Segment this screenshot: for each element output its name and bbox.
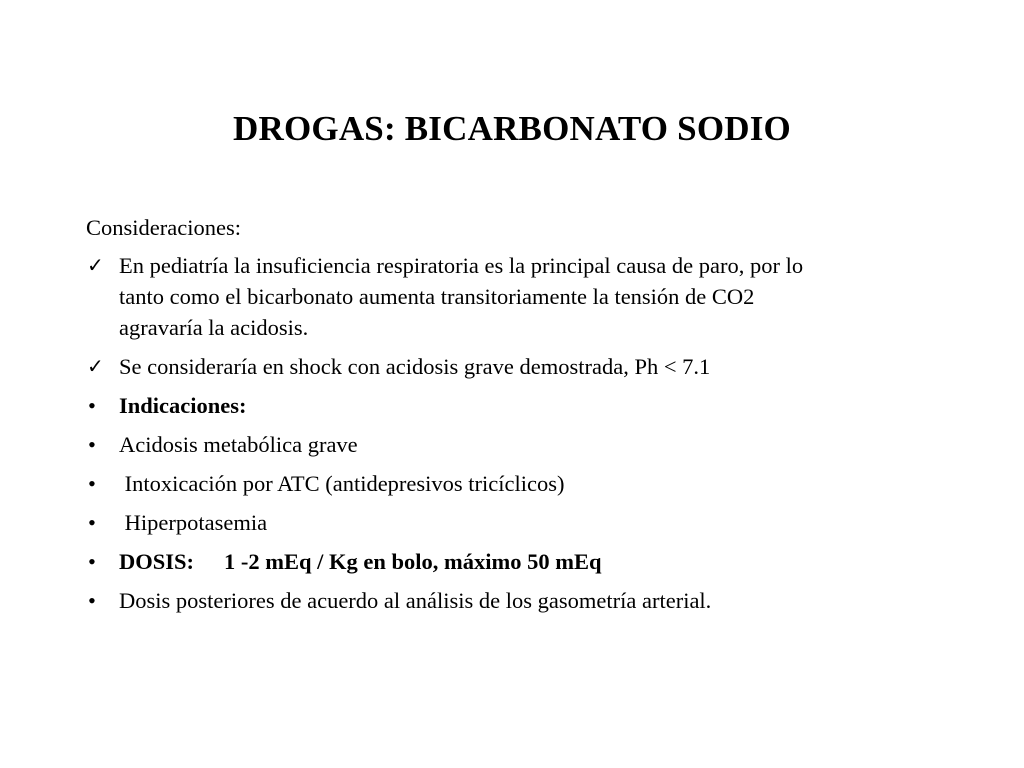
- check-item-shock: [86, 351, 946, 382]
- bullet-text: Dosis posteriores de acuerdo al análisis de los gasometría arterial.: [119, 588, 712, 613]
- bullet-icon: •: [88, 588, 96, 613]
- slide-body: [86, 212, 946, 624]
- considerations-heading: Consideraciones:: [86, 215, 241, 240]
- checkmark-icon: ✓: [87, 253, 104, 277]
- bullet-icon: •: [88, 393, 96, 418]
- bullet-hiperpotasemia: [86, 507, 946, 538]
- bullet-dosis: [86, 546, 946, 577]
- bullet-acidosis: [86, 429, 946, 460]
- dosis-value: 1 -2 mEq / Kg en bolo, máximo 50 mEq: [224, 549, 602, 574]
- bullet-icon: •: [88, 510, 96, 535]
- check-item-line: agravaría la acidosis.: [119, 315, 309, 340]
- check-item-line: tanto como el bicarbonato aumenta transitoriamente la tensión de CO2: [119, 284, 755, 309]
- bullet-icon: •: [88, 432, 96, 457]
- check-item-pediatria: [86, 250, 946, 343]
- bullet-text: Acidosis metabólica grave: [119, 432, 358, 457]
- bullet-icon: •: [88, 549, 96, 574]
- dosis-label: DOSIS:: [119, 549, 195, 574]
- bullet-posteriores: [86, 585, 946, 616]
- checkmark-icon: ✓: [87, 354, 104, 378]
- bullet-text: Hiperpotasemia: [119, 510, 268, 535]
- bullet-text: Intoxicación por ATC (antidepresivos tricíclicos): [119, 471, 565, 496]
- bullet-intoxicacion: [86, 468, 946, 499]
- bullet-icon: •: [88, 471, 96, 496]
- bullet-indicaciones: [86, 390, 946, 421]
- slide-title: DROGAS: BICARBONATO SODIO: [233, 109, 791, 148]
- check-item-line: En pediatría la insuficiencia respiratoria es la principal causa de paro, por lo: [119, 253, 804, 278]
- check-item-line: Se consideraría en shock con acidosis grave demostrada, Ph < 7.1: [119, 354, 711, 379]
- indicaciones-label: Indicaciones:: [119, 393, 247, 418]
